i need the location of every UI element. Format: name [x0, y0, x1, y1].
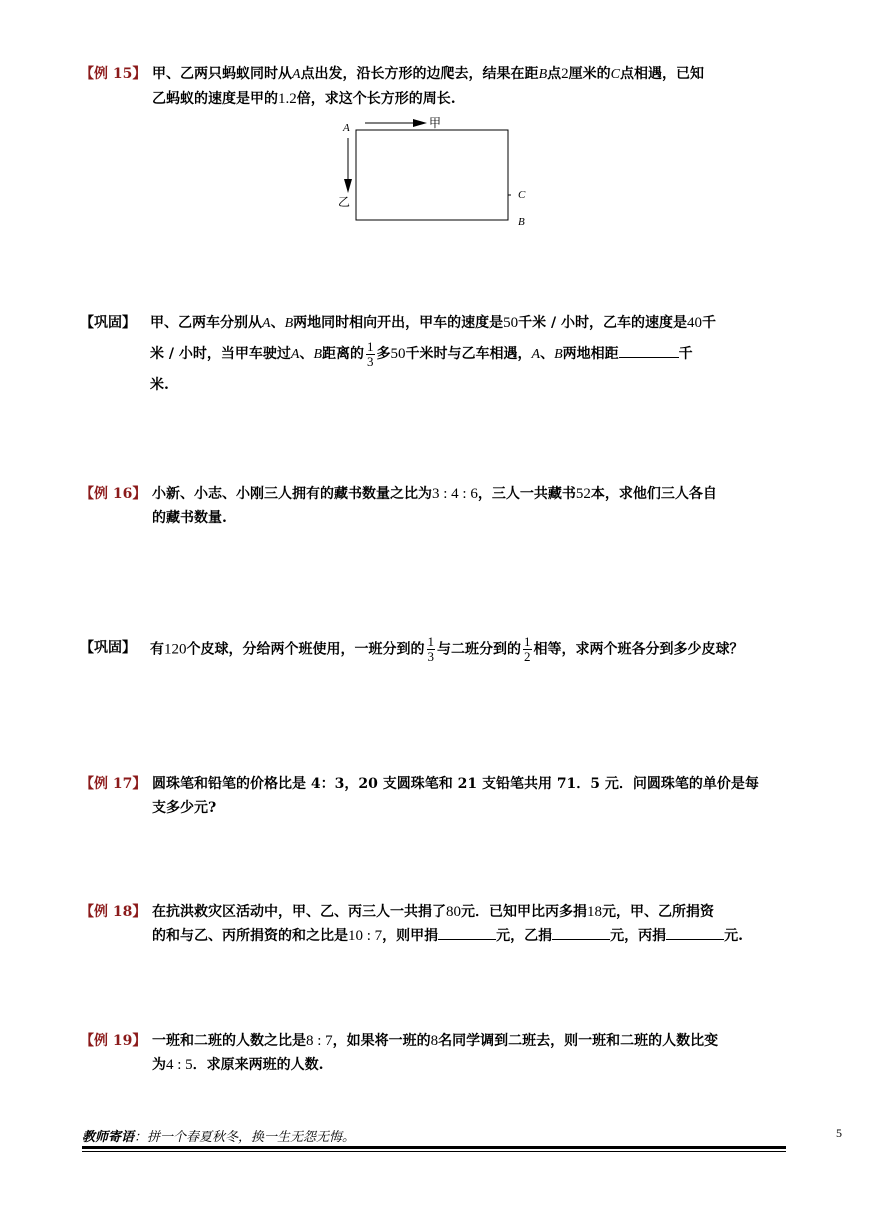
example-17: [80, 772, 790, 820]
consolidation-1-text: 甲、乙两车分别从A、B两地同时相向开出，甲车的速度是50千米 / 小时，乙车的速度是40千 米 / 小时，当甲车驶过A、B距离的 $\frac{1}{3}$ 多50千米时与乙车相遇，A、B两地相距 千 米.: [150, 315, 716, 393]
footer-rule-thick: [82, 1146, 786, 1149]
page-number: 5: [836, 1126, 842, 1140]
example-19-tag: 【例 19】: [80, 1033, 147, 1049]
fraction-one-third: $\frac{1}{3}$: [367, 338, 374, 369]
example-19-text: 一班和二班的人数之比是8 : 7，如果将一班的8名同学调到二班去，则一班和二班的人数比变 为4 : 5．求原来两班的人数.: [152, 1033, 719, 1073]
label-jia: 甲: [429, 116, 442, 130]
teacher-message-label: 教师寄语: [82, 1130, 135, 1145]
example-15-tag: 【例 15】: [80, 66, 147, 82]
example-18-text: 在抗洪救灾区活动中，甲、乙、丙三人一共捐了80元．已知甲比丙多捐18元，甲、乙所捐资 的和与乙、丙所捐资的和之比是10 : 7，则甲捐 元，乙捐 元，丙捐 元.: [152, 904, 744, 944]
example-16-text: 小新、小志、小刚三人拥有的藏书数量之比为3 : 4 : 6，三人一共藏书52本，求他们三人各自 的藏书数量.: [152, 486, 717, 526]
example-19: [80, 1029, 790, 1077]
fraction-one-half: $\frac{1}{2}$: [524, 634, 531, 664]
example-17-text: 圆珠笔和铅笔的价格比是 4：3，20 支圆珠笔和 21 支铅笔共用 71．5 元．问圆珠笔的单价是每 支多少元?: [152, 776, 759, 816]
label-yi: 乙: [338, 195, 351, 209]
footer-rule-thin: [82, 1151, 786, 1152]
label-b: B: [518, 216, 525, 228]
rectangle-diagram: [335, 113, 535, 233]
teacher-message: 教师寄语：拼一个春夏秋冬，换一生无怨无悔。: [82, 1130, 356, 1145]
example-16: [80, 482, 790, 530]
example-17-tag: 【例 17】: [80, 776, 147, 792]
answer-blank-jia[interactable]: [438, 925, 496, 940]
consolidation-2-tag: 【巩固】: [80, 640, 136, 656]
label-a: A: [343, 122, 350, 134]
consolidation-1: [80, 308, 790, 400]
example-18-tag: 【例 18】: [80, 904, 147, 920]
consolidation-2-text: 有120个皮球，分给两个班使用，一班分到的 $\frac{1}{3}$ 与二班分到的 $\frac{1}{2}$ 相等，求两个班各分到多少皮球？: [150, 634, 744, 664]
answer-blank-bing[interactable]: [666, 925, 724, 940]
teacher-message-text: 拼一个春夏秋冬，换一生无怨无悔。: [147, 1130, 356, 1145]
consolidation-1-tag: 【巩固】: [80, 315, 136, 331]
example-15: [80, 62, 790, 111]
label-c: C: [518, 189, 526, 201]
example-16-tag: 【例 16】: [80, 486, 147, 502]
fraction-one-third: $\frac{1}{3}$: [427, 634, 434, 664]
consolidation-2: [80, 635, 790, 664]
answer-blank[interactable]: [619, 343, 679, 358]
example-15-text: 甲、乙两只蚂蚁同时从A点出发，沿长方形的边爬去，结果在距B点2厘米的C点相遇，已知 乙蚂蚁的速度是甲的1.2倍，求这个长方形的周长.: [152, 66, 704, 107]
answer-blank-yi[interactable]: [552, 925, 610, 940]
example-18: [80, 900, 790, 948]
